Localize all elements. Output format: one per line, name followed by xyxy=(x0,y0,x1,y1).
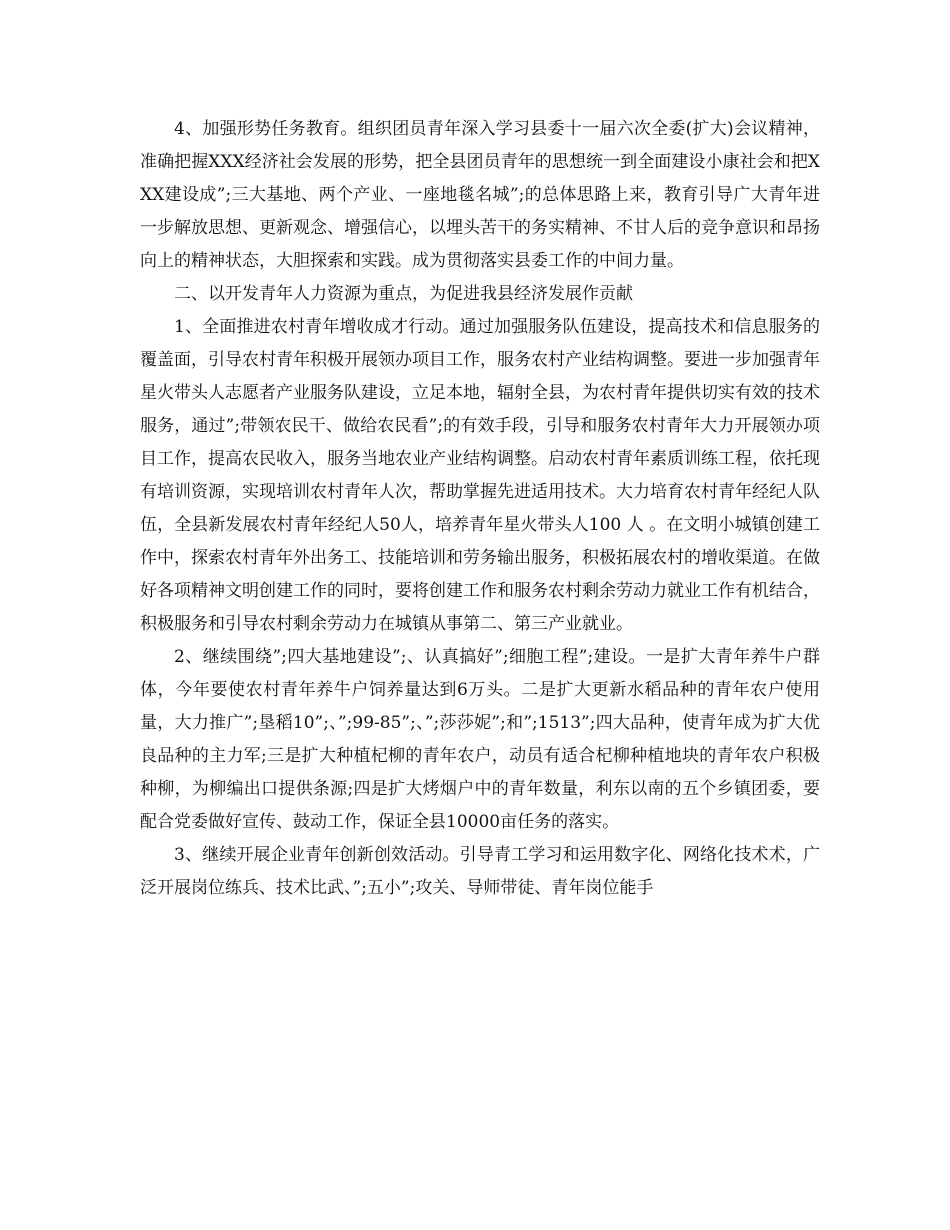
paragraph-enterprise-youth: 3、继续开展企业青年创新创效活动。引导青工学习和运用数字化、网络化技术术，广泛开展岗位练兵、技术比武、”;五小”;攻关、导师带徒、青年岗位能手 xyxy=(140,845,820,898)
paragraph-four-bases: 2、继续围绕”;四大基地建设”;、认真搞好”;细胞工程”;建设。一是扩大青年养牛户群体，今年要使农村青年养牛户饲养量达到6万头。二是扩大更新水稻品种的青年农户使用量，大力推广”;垦稻10”;、”;99-85”;、”;莎莎妮”;和”;1513”;四大品种，使青年成为扩大优良品种的主力军;三是扩大种植杞柳的青年农户，动员有适合杞柳种植地块的青年农户积极种柳，为柳编出口提供条源;四是扩大烤烟户中的青年数量，利东以南的五个乡镇团委，要配合党委做好宣传、鼓动工作，保证全县10000亩任务的落实。 xyxy=(140,647,820,832)
section-heading-human-resources: 二、以开发青年人力资源为重点，为促进我县经济发展作贡献 xyxy=(174,284,633,304)
paragraph-rural-youth-income: 1、全面推进农村青年增收成才行动。通过加强服务队伍建设，提高技术和信息服务的覆盖面，引导农村青年积极开展领办项目工作，服务农村产业结构调整。要进一步加强青年星火带头人志愿者产业服务队建设，立足本地，辐射全县，为农村青年提供切实有效的技术服务，通过”;带领农民干、做给农民看”;的有效手段，引导和服务农村青年大力开展领办项目工作，提高农民收入，服务当地农业产业结构调整。启动农村青年素质训练工程，依托现有培训资源，实现培训农村青年人次，帮助掌握先进适用技术。大力培育农村青年经纪人队伍，全县新发展农村青年经纪人50人，培养青年星火带头人100 人 。在文明小城镇创建工作中，探索农村青年外出务工、技能培训和劳务输出服务，积极拓展农村的增收渠道。在做好各项精神文明创建工作的同时，要将创建工作和服务农村剩余劳动力就业工作有机结合，积极服务和引导农村剩余劳动力在城镇从事第二、第三产业就业。 xyxy=(140,317,820,634)
document-page xyxy=(140,113,820,905)
paragraph-situation-education: 4、加强形势任务教育。组织团员青年深入学习县委十一届六次全委(扩大)会议精神，准确把握XXX经济社会发展的形势，把全县团员青年的思想统一到全面建设小康社会和把XXX建设成”;三大基地、两个产业、一座地毯名城”;的总体思路上来，教育引导广大青年进一步解放思想、更新观念、增强信心，以埋头苦干的务实精神、不甘人后的竞争意识和昂扬向上的精神状态，大胆探索和实践。成为贯彻落实县委工作的中间力量。 xyxy=(140,119,820,271)
